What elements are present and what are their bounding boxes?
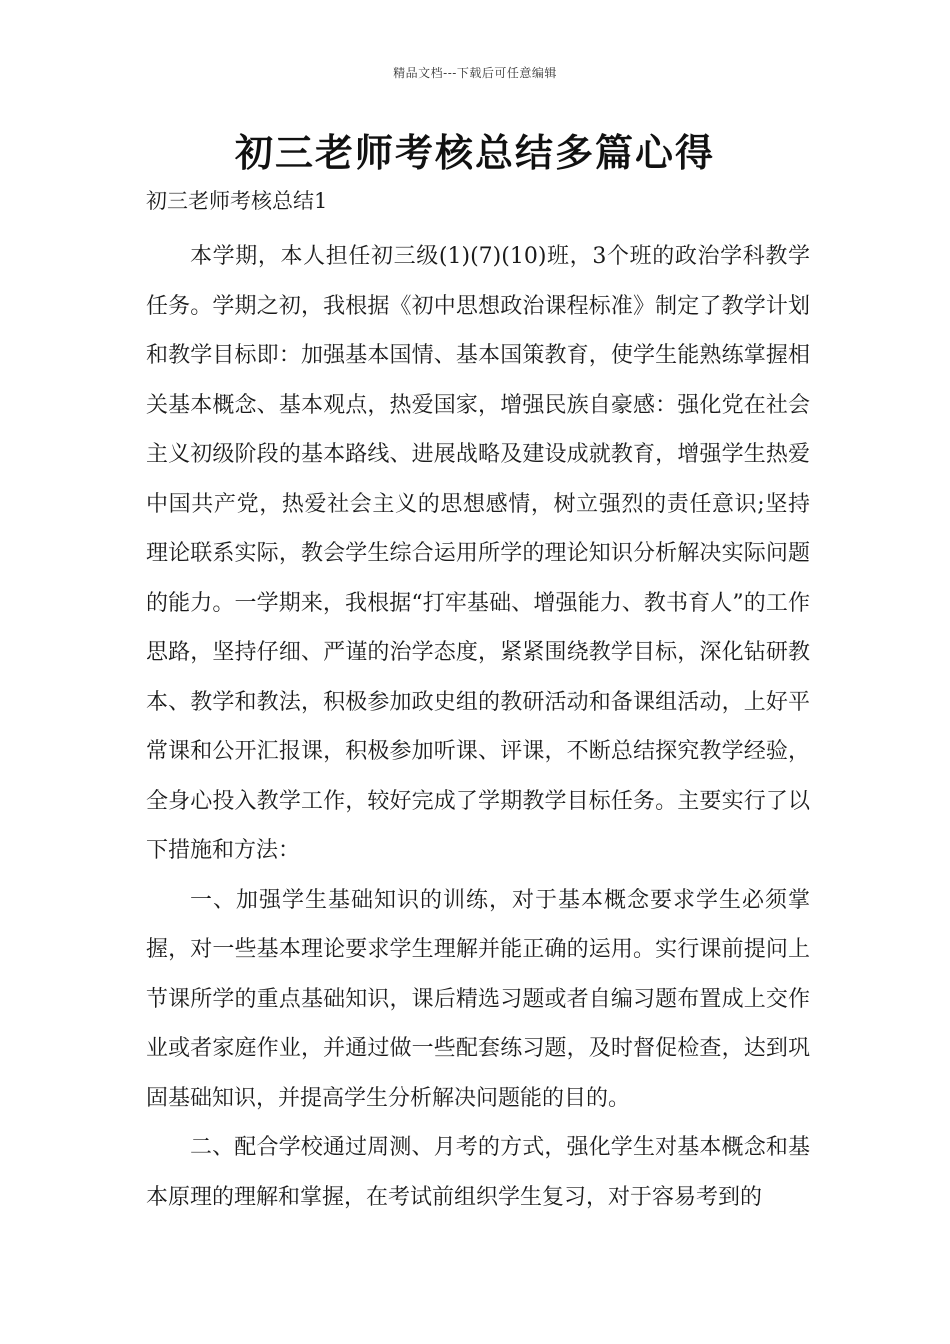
body-text [146, 232, 810, 1222]
paragraph-2: 一、加强学生基础知识的训练，对于基本概念要求学生必须掌握，对一些基本理论要求学生理解并能正确的运用。实行课前提问上节课所学的重点基础知识，课后精选习题或者自编习题布置成上交作业或者家庭作业，并通过做一些配套练习题，及时督促检查，达到巩固基础知识，并提高学生分析解决问题能的目的。 [146, 887, 810, 1111]
paragraph-1: 本学期，本人担任初三级(1)(7)(10)班，3个班的政治学科教学任务。学期之初，我根据《初中思想政治课程标准》制定了教学计划和教学目标即：加强基本国情、基本国策教育，使学生能熟练掌握相关基本概念、基本观点，热爱国家，增强民族自豪感：强化党在社会主义初级阶段的基本路线、进展战略及建设成就教育，增强学生热爱中国共产党，热爱社会主义的思想感情，树立强烈的责任意识;坚持理论联系实际，教会学生综合运用所学的理论知识分析解决实际问题的能力。一学期来，我根据“打牢基础、增强能力、教书育人”的工作思路，坚持仔细、严谨的治学态度，紧紧围绕教学目标，深化钻研教本、教学和教法，积极参加政史组的教研活动和备课组活动，上好平常课和公开汇报课，积极参加听课、评课，不断总结探究教学经验，全身心投入教学工作，较好完成了学期教学目标任务。主要实行了以下措施和方法： [146, 244, 810, 863]
section-subtitle: 初三老师考核总结1 [146, 189, 328, 213]
paragraph-3: 二、配合学校通过周测、月考的方式，强化学生对基本概念和基本原理的理解和掌握，在考试前组织学生复习，对于容易考到的 [146, 1135, 810, 1210]
document-title: 初三老师考核总结多篇心得 [234, 130, 715, 175]
header-note: 精品文档---下载后可任意编辑 [393, 66, 557, 80]
